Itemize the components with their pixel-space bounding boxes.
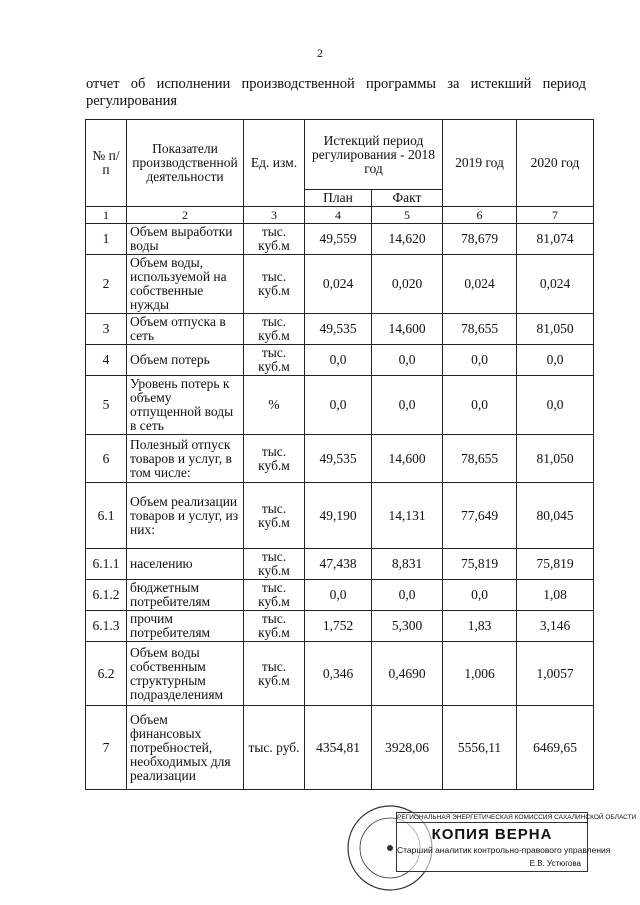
unit-cell: тыс. куб.м bbox=[244, 580, 305, 611]
indicator-name: Объем финансовых потребностей, необходимых для реализации bbox=[127, 706, 244, 790]
plan-value: 1,752 bbox=[305, 611, 372, 642]
header-period: Истекций период регулирования - 2018 год bbox=[305, 120, 443, 190]
stamp-org-line: РЕГИОНАЛЬНАЯ ЭНЕРГЕТИЧЕСКАЯ КОМИССИЯ САХАЛИНСКОЙ ОБЛАСТИ bbox=[397, 814, 637, 821]
header-unit: Ед. изм. bbox=[244, 120, 305, 207]
indicator-name: Объем потерь bbox=[127, 345, 244, 376]
fact-value: 8,831 bbox=[372, 549, 443, 580]
table-body bbox=[86, 207, 594, 790]
indicator-name: Объем отпуска в сеть bbox=[127, 314, 244, 345]
plan-value: 49,535 bbox=[305, 314, 372, 345]
unit-cell: тыс. куб.м bbox=[244, 435, 305, 483]
fact-value: 14,131 bbox=[372, 483, 443, 549]
stamp-position: Старший аналитик контрольно-правового управления bbox=[397, 845, 611, 855]
row-number: 3 bbox=[86, 314, 127, 345]
fact-value: 0,0 bbox=[372, 376, 443, 435]
row-number: 6.1.2 bbox=[86, 580, 127, 611]
plan-value: 0,346 bbox=[305, 642, 372, 706]
page-number: 2 bbox=[317, 46, 323, 60]
row-number: 6.1.3 bbox=[86, 611, 127, 642]
fact-value: 14,600 bbox=[372, 435, 443, 483]
plan-value: 4354,81 bbox=[305, 706, 372, 790]
unit-cell: тыс. куб.м bbox=[244, 483, 305, 549]
plan-value: 0,0 bbox=[305, 345, 372, 376]
header-num: № п/п bbox=[86, 120, 127, 207]
indicator-name: Уровень потерь к объему отпущенной воды в сеть bbox=[127, 376, 244, 435]
index-cell: 2 bbox=[127, 207, 244, 224]
value-2020: 81,050 bbox=[517, 435, 594, 483]
value-2019: 77,649 bbox=[443, 483, 517, 549]
value-2020: 0,0 bbox=[517, 345, 594, 376]
plan-value: 49,559 bbox=[305, 224, 372, 255]
index-cell: 6 bbox=[443, 207, 517, 224]
value-2020: 3,146 bbox=[517, 611, 594, 642]
row-number: 1 bbox=[86, 224, 127, 255]
value-2019: 78,655 bbox=[443, 435, 517, 483]
stamp-title: КОПИЯ ВЕРНА bbox=[431, 826, 553, 843]
value-2019: 0,0 bbox=[443, 376, 517, 435]
table-row bbox=[86, 224, 594, 255]
fact-value: 14,620 bbox=[372, 224, 443, 255]
fact-value: 0,0 bbox=[372, 345, 443, 376]
unit-cell: тыс. куб.м bbox=[244, 642, 305, 706]
indicator-name: Объем воды собственным структурным подразделениям bbox=[127, 642, 244, 706]
unit-cell: тыс. куб.м bbox=[244, 549, 305, 580]
plan-value: 0,024 bbox=[305, 255, 372, 314]
value-2019: 5556,11 bbox=[443, 706, 517, 790]
stamp-signer-name: Е.В. Устюгова bbox=[529, 859, 581, 868]
indicator-name: населению bbox=[127, 549, 244, 580]
table-row bbox=[86, 706, 594, 790]
value-2020: 81,074 bbox=[517, 224, 594, 255]
table-row bbox=[86, 483, 594, 549]
fact-value: 5,300 bbox=[372, 611, 443, 642]
value-2020: 0,0 bbox=[517, 376, 594, 435]
value-2020: 81,050 bbox=[517, 314, 594, 345]
value-2019: 0,0 bbox=[443, 580, 517, 611]
index-cell: 7 bbox=[517, 207, 594, 224]
table-row bbox=[86, 642, 594, 706]
index-cell: 5 bbox=[372, 207, 443, 224]
fact-value: 0,0 bbox=[372, 580, 443, 611]
column-index-row bbox=[86, 207, 594, 224]
table-row bbox=[86, 611, 594, 642]
table-row bbox=[86, 549, 594, 580]
row-number: 5 bbox=[86, 376, 127, 435]
plan-value: 49,190 bbox=[305, 483, 372, 549]
table-row bbox=[86, 580, 594, 611]
fact-value: 0,020 bbox=[372, 255, 443, 314]
unit-cell: % bbox=[244, 376, 305, 435]
row-number: 2 bbox=[86, 255, 127, 314]
table-row bbox=[86, 435, 594, 483]
row-number: 6.1 bbox=[86, 483, 127, 549]
unit-cell: тыс. куб.м bbox=[244, 255, 305, 314]
indicator-name: Объем выработки воды bbox=[127, 224, 244, 255]
header-indicator: Показатели производственной деятельности bbox=[127, 120, 244, 207]
table-row bbox=[86, 255, 594, 314]
intro-text: отчет об исполнении производственной программы за истекший период регулирования bbox=[86, 76, 586, 109]
value-2019: 1,83 bbox=[443, 611, 517, 642]
indicator-name: прочим потребителям bbox=[127, 611, 244, 642]
header-plan: План bbox=[305, 190, 372, 207]
value-2019: 75,819 bbox=[443, 549, 517, 580]
unit-cell: тыс. куб.м bbox=[244, 224, 305, 255]
fact-value: 14,600 bbox=[372, 314, 443, 345]
index-cell: 1 bbox=[86, 207, 127, 224]
row-number: 6 bbox=[86, 435, 127, 483]
production-report-table bbox=[85, 119, 594, 790]
value-2020: 75,819 bbox=[517, 549, 594, 580]
index-cell: 3 bbox=[244, 207, 305, 224]
row-number: 7 bbox=[86, 706, 127, 790]
indicator-name: Полезный отпуск товаров и услуг, в том числе: bbox=[127, 435, 244, 483]
table-row bbox=[86, 314, 594, 345]
index-cell: 4 bbox=[305, 207, 372, 224]
row-number: 6.1.1 bbox=[86, 549, 127, 580]
plan-value: 0,0 bbox=[305, 580, 372, 611]
header-2020: 2020 год bbox=[517, 120, 594, 207]
value-2019: 1,006 bbox=[443, 642, 517, 706]
fact-value: 3928,06 bbox=[372, 706, 443, 790]
indicator-name: Объем воды, используемой на собственные нужды bbox=[127, 255, 244, 314]
table-row bbox=[86, 345, 594, 376]
unit-cell: тыс. куб.м bbox=[244, 345, 305, 376]
header-fact: Факт bbox=[372, 190, 443, 207]
fact-value: 0,4690 bbox=[372, 642, 443, 706]
plan-value: 47,438 bbox=[305, 549, 372, 580]
row-number: 4 bbox=[86, 345, 127, 376]
value-2020: 1,08 bbox=[517, 580, 594, 611]
value-2020: 1,0057 bbox=[517, 642, 594, 706]
unit-cell: тыс. руб. bbox=[244, 706, 305, 790]
value-2020: 6469,65 bbox=[517, 706, 594, 790]
table-row bbox=[86, 376, 594, 435]
stamp-box bbox=[396, 812, 637, 872]
value-2019: 0,0 bbox=[443, 345, 517, 376]
value-2019: 0,024 bbox=[443, 255, 517, 314]
plan-value: 49,535 bbox=[305, 435, 372, 483]
value-2019: 78,679 bbox=[443, 224, 517, 255]
header-2019: 2019 год bbox=[443, 120, 517, 207]
plan-value: 0,0 bbox=[305, 376, 372, 435]
value-2020: 80,045 bbox=[517, 483, 594, 549]
unit-cell: тыс. куб.м bbox=[244, 314, 305, 345]
indicator-name: бюджетным потребителям bbox=[127, 580, 244, 611]
row-number: 6.2 bbox=[86, 642, 127, 706]
value-2019: 78,655 bbox=[443, 314, 517, 345]
indicator-name: Объем реализации товаров и услуг, из них: bbox=[127, 483, 244, 549]
value-2020: 0,024 bbox=[517, 255, 594, 314]
unit-cell: тыс. куб.м bbox=[244, 611, 305, 642]
copy-certified-stamp bbox=[332, 798, 637, 888]
